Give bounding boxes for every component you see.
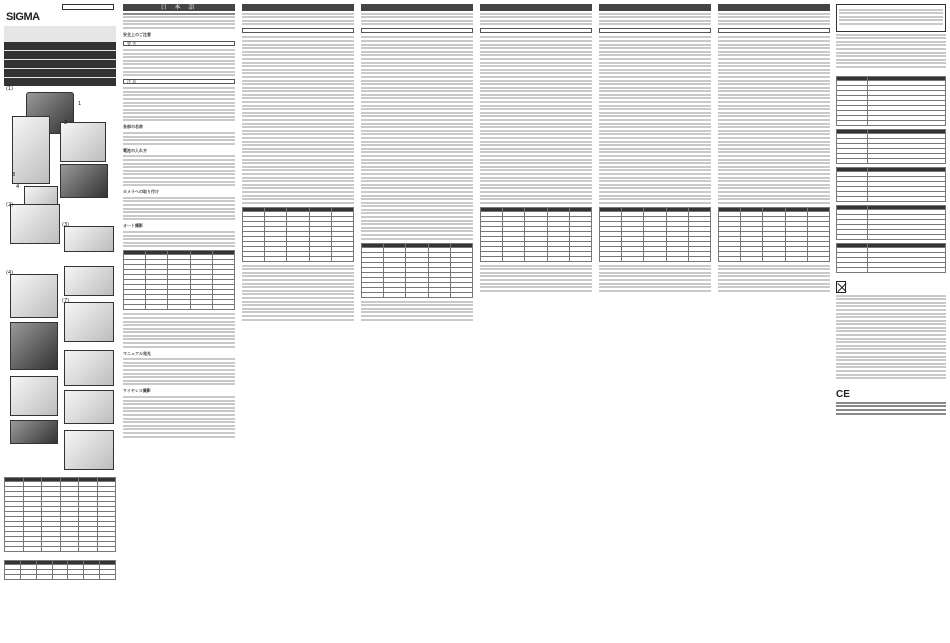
figure-8-image <box>64 350 114 386</box>
spec-table-3 <box>836 167 946 202</box>
spec-header-box <box>836 4 946 32</box>
cover-column <box>4 4 116 638</box>
language-column-5 <box>599 4 711 638</box>
caution-bar: 注 意 <box>123 79 235 84</box>
callout-4: 4 <box>16 184 20 190</box>
figure-10-image <box>64 390 114 424</box>
figure-2-image <box>10 204 60 244</box>
barcode-box <box>62 4 114 10</box>
column-header-japanese: 日 本 語 <box>123 4 235 11</box>
spec-column <box>836 4 946 638</box>
column-header-4 <box>480 4 592 11</box>
mode-table-3 <box>361 243 473 298</box>
mode-table-6 <box>718 207 830 262</box>
warning-bar-3 <box>361 28 473 33</box>
section-title-battery: 電池の入れ方 <box>123 147 147 153</box>
figure-7-image <box>10 322 58 370</box>
warning-bar-5 <box>599 28 711 33</box>
spec-table-4 <box>836 205 946 240</box>
jp-mode-table <box>123 250 235 310</box>
figure-11-image <box>10 420 58 444</box>
figure-5-image <box>64 266 114 296</box>
language-column-6 <box>718 4 830 638</box>
figure-3-image <box>64 226 114 252</box>
figure-label-1: (1) <box>6 86 14 92</box>
weee-icon <box>836 281 846 293</box>
language-column-2 <box>242 4 354 638</box>
section-title-manual: マニュアル発光 <box>123 350 151 356</box>
column-header-6 <box>718 4 830 11</box>
flash-back-image <box>60 122 106 162</box>
language-column-4 <box>480 4 592 638</box>
mode-table-5 <box>599 207 711 262</box>
column-header-2 <box>242 4 354 11</box>
figure-label-7: (7) <box>62 298 70 304</box>
callout-3: 3 <box>12 172 16 178</box>
safety-title: 安全上のご注意 <box>123 31 151 37</box>
figure-label-3: (3) <box>62 222 70 228</box>
flash-panel-image <box>60 164 108 198</box>
figure-9-image <box>10 376 58 416</box>
figure-6-image <box>64 302 114 342</box>
callout-2: 2 <box>64 120 68 126</box>
figure-label-4: (4) <box>6 270 14 276</box>
flash-body-image <box>12 116 50 184</box>
section-title-wireless: ワイヤレス撮影 <box>123 388 151 394</box>
language-column-3 <box>361 4 473 638</box>
spec-table-5 <box>836 243 946 273</box>
column-header-5 <box>599 4 711 11</box>
japanese-column <box>123 4 235 638</box>
cover-data-table <box>4 474 116 583</box>
warning-bar-6 <box>718 28 830 33</box>
warning-bar-2 <box>242 28 354 33</box>
ce-mark: CE <box>836 389 850 401</box>
mode-table-4 <box>480 207 592 262</box>
section-title-auto: オート撮影 <box>123 223 143 229</box>
figure-label-2: (2) <box>6 202 14 208</box>
callout-1: 1 <box>78 101 82 107</box>
warning-bar: 警 告 <box>123 41 235 46</box>
sigma-logo: SIGMA <box>6 11 40 23</box>
spec-table-2 <box>836 129 946 164</box>
parts-title: 各部の名称 <box>123 124 143 130</box>
spec-table-1 <box>836 76 946 126</box>
warning-bar-4 <box>480 28 592 33</box>
column-header-3 <box>361 4 473 11</box>
mode-table-2 <box>242 207 354 262</box>
section-title-mount: カメラへの取り付け <box>123 189 159 195</box>
figure-4-image <box>10 274 58 318</box>
spec-table <box>4 42 116 86</box>
figure-12-image <box>64 430 114 470</box>
